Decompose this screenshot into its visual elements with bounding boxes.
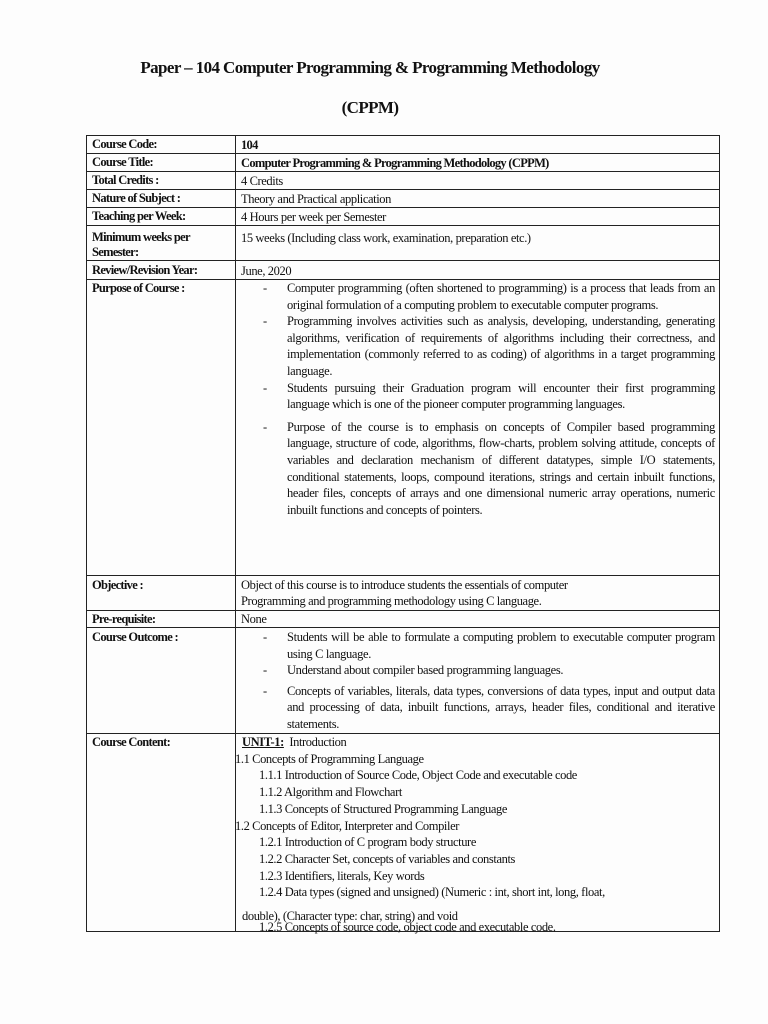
purpose-bullets [241, 280, 715, 518]
list-item: - Programming involves activities such as analysis, developing, understanding, generating algorithms, verification of requirements of algorithms including their correctness, and implementation (commonly referred to as coding) of algorithms in a target programming language. [263, 314, 715, 378]
row-divider [87, 207, 719, 208]
course-title-value: Computer Programming & Programming Methodology (CPPM) [241, 156, 549, 170]
list-item: 1.2.2 Character Set, concepts of variables and constants [259, 851, 515, 866]
course-content [235, 734, 605, 935]
list-item: 1.1.2 Algorithm and Flowchart [259, 785, 402, 800]
course-table [86, 135, 720, 932]
teaching-value: 4 Hours per week per Semester [241, 210, 386, 224]
list-item: 1.1.1 Introduction of Source Code, Object Code and executable code [259, 768, 577, 783]
list-item: - Concepts of variables, literals, data types, conversions of data types, input and output data and processing of data, inbuilt functions, arrays, header files, conditional and iterative statements. [263, 683, 715, 731]
total-credits-label: Total Credits : [92, 173, 159, 187]
document-subtitle: (CPPM) [341, 98, 399, 117]
row-divider [87, 153, 719, 154]
review-label: Review/Revision Year: [92, 263, 198, 277]
min-weeks-value: 15 weeks (Including class work, examination, preparation etc.) [241, 231, 531, 245]
list-item: - Purpose of the course is to emphasis on concepts of Compiler based programming language, structure of code, algorithms, flow-charts, problem solving attitude, concepts of variables and declaration mechanism of different datatypes, simple I/O statements, conditional statements, loops, compound iterations, strings and certain inbuilt functions, header files, concepts of arrays and one dimensional numeric array operations, numeric inbuilt functions and concepts of pointers. [263, 419, 715, 517]
review-value: June, 2020 [241, 264, 292, 278]
unit-heading: UNIT-1: Introduction [242, 735, 347, 749]
teaching-label: Teaching per Week: [92, 209, 186, 223]
min-weeks-label: Minimum weeks per Semester: [92, 230, 190, 259]
course-code-label: Course Code: [92, 137, 157, 151]
list-item: - Understand about compiler based programming languages. [263, 663, 564, 678]
list-item: double), (Character type: char, string) and void [242, 909, 458, 924]
nature-label: Nature of Subject : [92, 191, 181, 205]
prereq-value: None [241, 612, 267, 626]
list-item: 1.2.4 Data types (signed and unsigned) (Numeric : int, short int, long, float, [259, 885, 605, 900]
list-item: - Students will be able to formulate a computing problem to executable computer program using C language. [263, 630, 715, 661]
outcome-label: Course Outcome : [92, 630, 178, 644]
course-title-label: Course Title: [92, 155, 153, 169]
list-item: 1.2 Concepts of Editor, Interpreter and Compiler [235, 818, 459, 833]
prereq-label: Pre-requisite: [92, 612, 156, 626]
objective-label: Objective : [92, 578, 143, 592]
outcome-bullets [241, 629, 715, 733]
nature-value: Theory and Practical application [241, 192, 391, 206]
list-item: - Computer programming (often shortened to programming) is a process that leads from an original formulation of a computing problem to executable computer programs. [263, 281, 715, 312]
content-label: Course Content: [92, 735, 171, 749]
course-code-value: 104 [241, 138, 258, 152]
row-divider [87, 189, 719, 190]
list-item: 1.1.3 Concepts of Structured Programming Language [259, 801, 508, 816]
list-item: 1.2.3 Identifiers, literals, Key words [259, 868, 425, 883]
row-divider [87, 225, 719, 226]
total-credits-value: 4 Credits [241, 174, 283, 188]
row-divider [87, 260, 719, 261]
row-divider [87, 171, 719, 172]
list-item: 1.1 Concepts of Programming Language [235, 751, 424, 766]
list-item: - Students pursuing their Graduation program will encounter their first programming language which is one of the pioneer computer programming languages. [263, 380, 715, 412]
document-title: Paper – 104 Computer Programming & Programming Methodology [140, 58, 600, 77]
objective-value: Object of this course is to introduce students the essentials of computer Programming and programming methodology using C language. [241, 578, 568, 608]
row-divider [87, 627, 719, 628]
list-item: 1.2.5 Concepts of source code, object code and executable code. [259, 919, 556, 934]
purpose-label: Purpose of Course : [92, 281, 185, 295]
list-item: 1.2.1 Introduction of C program body structure [259, 835, 476, 850]
row-divider [87, 575, 719, 576]
